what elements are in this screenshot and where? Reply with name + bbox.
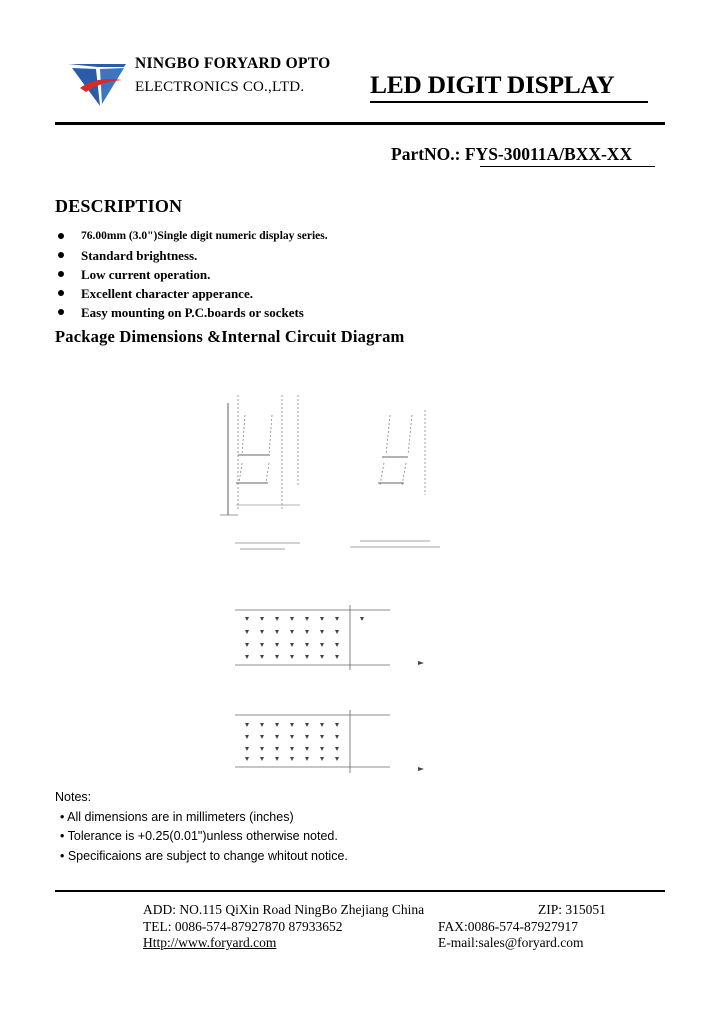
footer-tel: TEL: 0086-574-87927870 87933652 bbox=[143, 919, 343, 934]
footer-divider bbox=[55, 890, 665, 892]
bottom-view-drawing bbox=[235, 541, 440, 549]
list-item: Low current operation. bbox=[55, 265, 328, 284]
document-title: LED DIGIT DISPLAY bbox=[370, 70, 615, 99]
company-name-line1: NINGBO FORYARD OPTO bbox=[135, 55, 331, 72]
bullet-icon bbox=[58, 252, 64, 258]
bullet-icon bbox=[58, 271, 64, 277]
note-item: • All dimensions are in millimeters (inches) bbox=[60, 809, 294, 824]
company-name-line2: ELECTRONICS CO.,LTD. bbox=[135, 79, 305, 95]
footer-address: ADD: NO.115 QiXin Road NingBo Zhejiang China bbox=[143, 902, 425, 917]
bullet-icon bbox=[58, 290, 64, 296]
notes-section bbox=[55, 788, 348, 866]
description-list bbox=[55, 227, 328, 322]
part-number: PartNO.: FYS-30011A/BXX-XX bbox=[391, 144, 633, 164]
company-logo-icon bbox=[66, 58, 128, 110]
footer-email: E-mail:sales@foryard.com bbox=[438, 935, 584, 950]
note-item: • Specificaions are subject to change whitout notice. bbox=[60, 848, 348, 863]
notes-heading: Notes: bbox=[55, 790, 92, 804]
list-item: Excellent character apperance. bbox=[55, 284, 328, 303]
package-dimension-diagram bbox=[190, 355, 490, 795]
footer-fax: FAX:0086-574-87927917 bbox=[438, 919, 578, 934]
package-heading: Package Dimensions &Internal Circuit Diagram bbox=[55, 327, 405, 346]
side-view-drawing bbox=[380, 410, 425, 495]
description-heading: DESCRIPTION bbox=[55, 196, 183, 216]
part-number-underline bbox=[480, 166, 655, 167]
bullet-icon bbox=[58, 233, 64, 239]
footer-zip: ZIP: 315051 bbox=[538, 902, 606, 917]
header-divider bbox=[55, 122, 665, 125]
footer-website-link[interactable]: Http://www.foryard.com bbox=[143, 935, 277, 950]
circuit-diagram-common-anode bbox=[235, 605, 390, 670]
note-item: • Tolerance is +0.25(0.01")unless otherwise noted. bbox=[60, 829, 338, 843]
front-view-drawing bbox=[220, 395, 300, 515]
list-item: Standard brightness. bbox=[55, 246, 328, 265]
list-item: 76.00mm (3.0")Single digit numeric display series. bbox=[55, 227, 328, 246]
circuit-diagram-common-cathode bbox=[235, 710, 390, 773]
bullet-icon bbox=[58, 309, 64, 315]
title-underline bbox=[370, 101, 648, 103]
list-item: Easy mounting on P.C.boards or sockets bbox=[55, 303, 328, 322]
